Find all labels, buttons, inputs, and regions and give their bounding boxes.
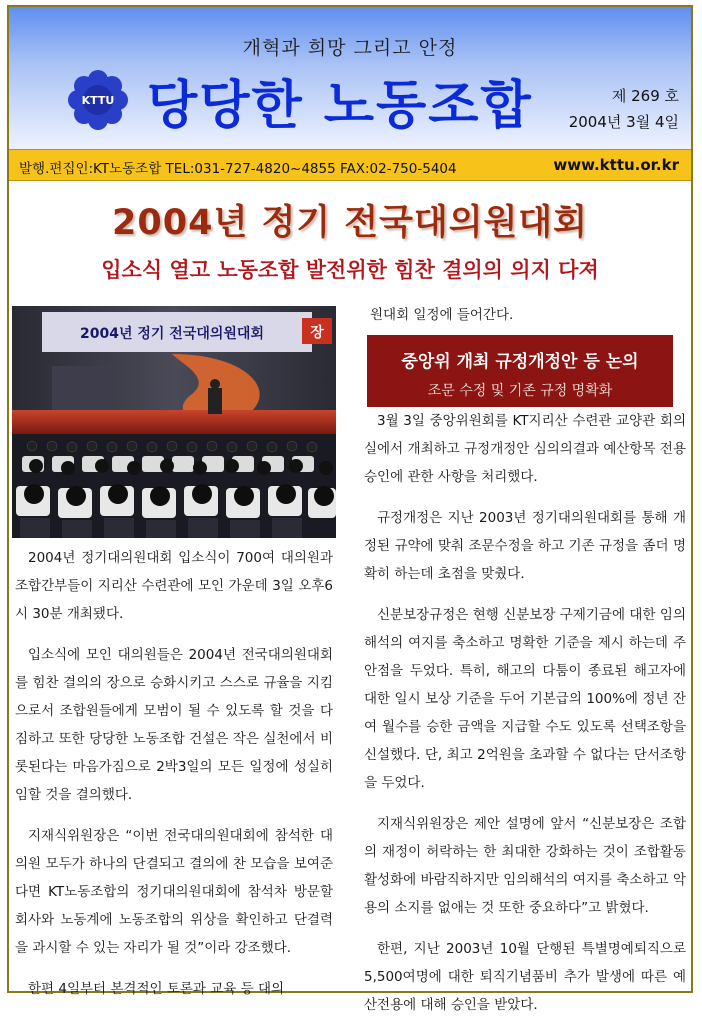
logo-text: KTTU — [81, 94, 115, 107]
photo-banner-text: 2004년 정기 전국대의원대회 — [80, 326, 264, 342]
issue-info — [559, 83, 679, 135]
left-paragraph-1: 2004년 정기대의원대회 입소식이 700여 대의원과 조합간부들이 지리산 수련관에 모인 가운데 3일 오후6시 30분 개최됐다. — [15, 550, 333, 622]
section-heading-box — [367, 335, 673, 407]
right-paragraph-5: 한편, 지난 2003년 10월 단행된 특별명예퇴직으로 5,500여명에 대한 퇴직기념품비 추가 발생에 따른 예산전용에 대해 승인을 받았다. — [364, 941, 686, 1013]
masthead — [9, 7, 691, 149]
publisher-contact: 발행.편집인:KT노동조합 TEL:031-727-4820~4855 FAX:02-750-5404 — [19, 161, 457, 177]
section-heading-subtitle: 조문 수정 및 기존 규정 명확화 — [427, 383, 613, 399]
right-paragraph-1: 3월 3일 중앙위원회를 KT지리산 수련관 교양관 회의실에서 개최하고 규정개정안 심의의결과 예산항목 전용 승인에 관한 사항을 처리했다. — [364, 413, 686, 485]
right-paragraph-3: 신분보장규정은 현행 신분보장 구제기금에 대한 임의해석의 여지를 축소하고 명확한 기준을 제시 하는데 주안점을 두었다. 특히, 해고의 다툼이 종료된 해고자에 대한 일시 보상 기준을 두어 기본급의 100%에 정년 잔여 월수를 승한 금액을 지급할 수도 있도록 선택조항을 신설했다. 단, 최고 2억원을 초과할 수 없다는 단서조항을 두었다. — [364, 607, 686, 791]
right-paragraph-4: 지재식위원장은 제안 설명에 앞서 “신분보장은 조합의 재정이 허락하는 한 최대한 강화하는 것이 조합활동 활성화에 바람직하지만 임의해석의 여지를 축소하고 악용의 소지를 없애는 것 또한 중요하다”고 밝혔다. — [364, 816, 686, 916]
left-paragraph-4: 한편 4일부터 본격적인 토론과 교육 등 대의 — [28, 981, 285, 997]
photo-side-text: 장 — [310, 325, 324, 341]
right-continuation: 원대회 일정에 들어간다. — [370, 307, 514, 323]
left-paragraph-2: 입소식에 모인 대의원들은 2004년 전국대의원대회를 힘찬 결의의 장으로 승화시키고 스스로 규율을 지킴으로서 조합원들에게 모범이 될 수 있도록 할 것을 다짐하고 또한 당당한 노동조합 건설은 작은 실천에서 비롯된다는 마음가짐으로 2박3일의 모든 일정에 성실히 임할 것을 결의했다. — [15, 647, 333, 803]
website-link[interactable]: www.kttu.or.kr — [553, 156, 679, 174]
slogan: 개혁과 희망 그리고 안정 — [242, 37, 458, 59]
right-paragraph-2: 규정개정은 지난 2003년 정기대의원대회를 통해 개정된 규약에 맞춰 조문수정을 하고 기존 규정을 좀더 명확히 하는데 초점을 맞췄다. — [364, 510, 686, 582]
main-headline: 2004년 정기 전국대의원대회 — [112, 203, 588, 243]
left-paragraph-3: 지재식위원장은 “이번 전국대의원대회에 참석한 대의원 모두가 하나의 단결되고 결의에 찬 모습을 보여준다면 KT노동조합의 정기대의원대회에 참석차 방문할 회사와 노동계에 노동조합의 위상을 확인하고 단결력을 과시할 수 있는 자리가 될 것”이라 강조했다. — [15, 828, 333, 956]
left-article-column — [15, 544, 333, 1016]
kttu-logo — [67, 69, 129, 131]
issue-number: 제 269 호 — [611, 87, 679, 105]
right-article-column — [364, 407, 686, 1032]
newsletter-page — [7, 5, 693, 1013]
convention-photo-illustration — [12, 306, 336, 538]
newsletter-title: 당당한 노동조합 — [147, 76, 533, 136]
publisher-bar — [9, 149, 691, 181]
issue-date: 2004년 3월 4일 — [568, 113, 679, 131]
convention-photo — [12, 306, 336, 538]
sub-headline: 입소식 열고 노동조합 발전위한 힘찬 결의의 의지 다져 — [101, 258, 599, 282]
section-heading-title: 중앙위 개최 규정개정안 등 논의 — [401, 352, 639, 372]
